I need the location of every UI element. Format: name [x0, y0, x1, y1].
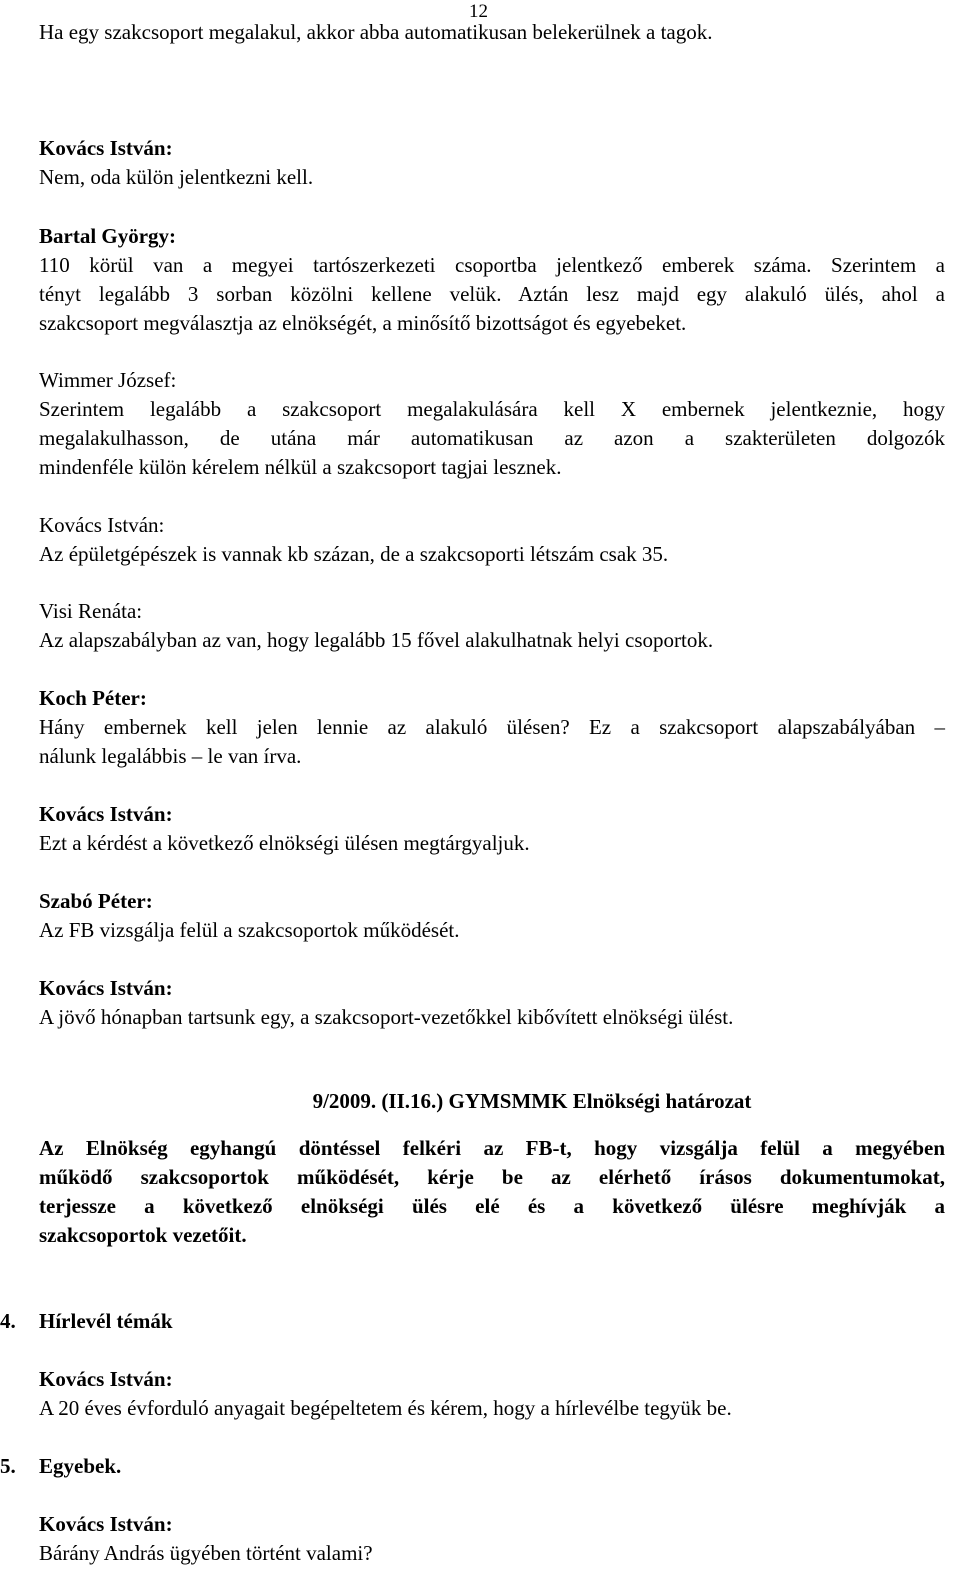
speech-line: megalakulhasson, de utána már automatikusan az azon a szakterületen dolgozók: [39, 426, 945, 450]
section-4: [0, 1307, 945, 1336]
speech-line: A jövő hónapban tartsunk egy, a szakcsoport-vezetőkkel kibővített elnökségi ülést.: [39, 1005, 734, 1029]
section-5-speech: [39, 1510, 945, 1568]
speech-line: Hány embernek kell jelen lennie az alakuló ülésen? Ez a szakcsoport alapszabályában –: [39, 715, 945, 739]
speech-line: Az FB vizsgálja felül a szakcsoportok működését.: [39, 918, 460, 942]
section-number: 5.: [0, 1454, 16, 1478]
speech-line: nálunk legalábbis – le van írva.: [39, 744, 302, 768]
speech-line: Ha egy szakcsoport megalakul, akkor abba automatikusan belekerülnek a tagok.: [39, 20, 713, 44]
speaker-name: Bartal György:: [39, 224, 177, 248]
text-block: [39, 18, 945, 47]
speaker-block: [39, 366, 945, 482]
resolution-line: Az Elnökség egyhangú döntéssel felkéri az FB-t, hogy vizsgálja felül a megyében: [39, 1136, 945, 1160]
speaker-block: [39, 222, 945, 338]
section-heading: [0, 1452, 945, 1481]
speaker-name: Kovács István:: [39, 976, 173, 1000]
speaker-name: Visi Renáta:: [39, 599, 143, 623]
resolution-title: 9/2009. (II.16.) GYMSMMK Elnökségi határozat: [312, 1089, 752, 1113]
speech-line: tényt legalább 3 sorban közölni kellene velük. Aztán lesz majd egy alakuló ülés, ahol a: [39, 282, 945, 306]
section-5: [0, 1452, 945, 1481]
speaker-name: Kovács István:: [39, 1367, 173, 1391]
speaker-block: [39, 887, 945, 945]
section-heading: [0, 1307, 945, 1336]
speech-line: Szerintem legalább a szakcsoport megalakulására kell X embernek jelentkeznie, hogy: [39, 397, 945, 421]
speaker-block: [39, 134, 945, 192]
section-title: Hírlevél témák: [39, 1309, 173, 1333]
resolution-line: terjessze a következő elnökségi ülés elé és a következő ülésre meghívják a: [39, 1194, 945, 1218]
resolution-body: [39, 1134, 945, 1250]
speech-line: Ezt a kérdést a következő elnökségi ülésen megtárgyaljuk.: [39, 831, 530, 855]
section-number: 4.: [0, 1309, 16, 1333]
resolution-line: szakcsoportok vezetőit.: [39, 1223, 247, 1247]
speaker-name: Kovács István:: [39, 1512, 173, 1536]
speaker-block: [39, 684, 945, 771]
speech-line: Bárány András ügyében történt valami?: [39, 1541, 373, 1565]
speech-line: Nem, oda külön jelentkezni kell.: [39, 165, 314, 189]
speaker-name: Koch Péter:: [39, 686, 147, 710]
section-4-speech: [39, 1365, 945, 1423]
speech-line: 110 körül van a megyei tartószerkezeti csoportba jelentkező emberek száma. Szerintem a: [39, 253, 945, 277]
speaker-name: Szabó Péter:: [39, 889, 153, 913]
speaker-block: [39, 511, 945, 569]
resolution-line: működő szakcsoportok működését, kérje be az elérhető írásos dokumentumokat,: [39, 1165, 945, 1189]
speaker-block: [39, 800, 945, 858]
page-number: 12: [469, 1, 488, 22]
speaker-block: [39, 974, 945, 1032]
speech-line: mindenféle külön kérelem nélkül a szakcsoport tagjai lesznek.: [39, 455, 562, 479]
speaker-block: [39, 597, 945, 655]
speaker-name: Kovács István:: [39, 802, 173, 826]
speaker-name: Kovács István:: [39, 136, 173, 160]
speech-line: szakcsoport megválasztja az elnökségét, a minősítő bizottságot és egyebeket.: [39, 311, 687, 335]
speaker-name: Wimmer József:: [39, 368, 177, 392]
speech-line: Az épületgépészek is vannak kb százan, de a szakcsoporti létszám csak 35.: [39, 542, 669, 566]
section-title: Egyebek.: [39, 1454, 122, 1478]
speech-line: Az alapszabályban az van, hogy legalább 15 fővel alakulhatnak helyi csoportok.: [39, 628, 714, 652]
speaker-name: Kovács István:: [39, 513, 165, 537]
speech-line: A 20 éves évforduló anyagait begépeltetem és kérem, hogy a hírlevélbe tegyük be.: [39, 1396, 732, 1420]
